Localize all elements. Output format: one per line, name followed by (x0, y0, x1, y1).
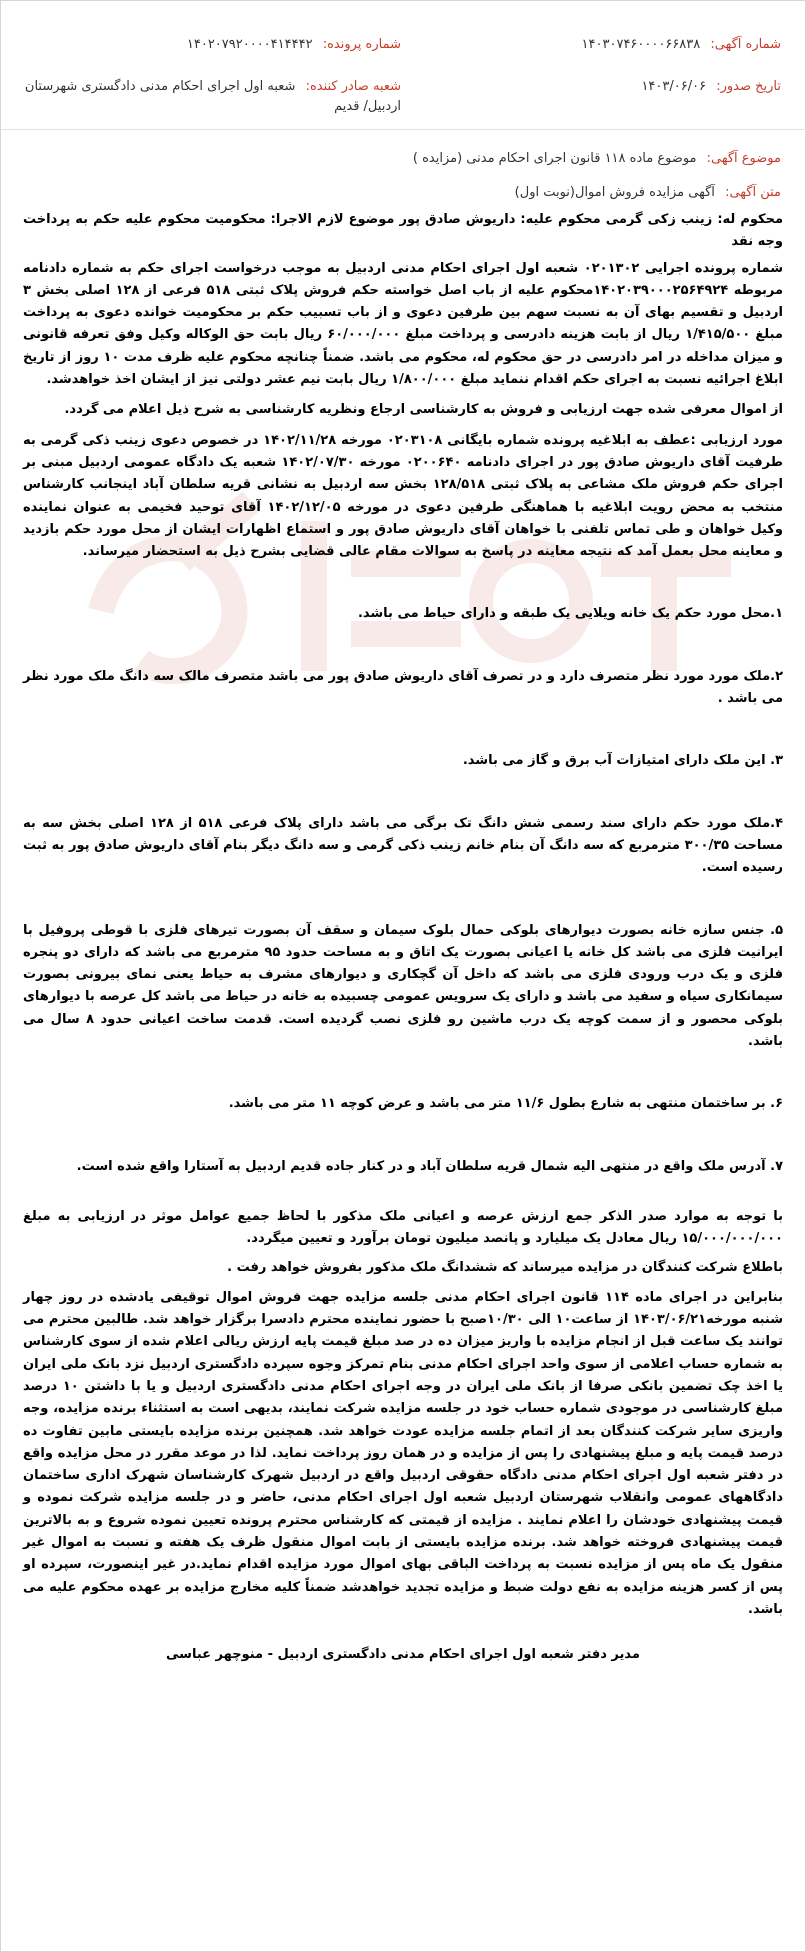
ad-subject (25, 149, 781, 169)
finding-4: ۴.ملک مورد حکم دارای سند رسمی شش دانگ تک برگی می باشد دارای پلاک فرعی ۵۱۸ از ۱۲۸ اصلی بخش سه به مساحت ۳۰۰/۳۵ مترمربع که سه دانگ آن بنام خانم زینب ذکی گرمی و سه دانگ دیگر بنام آقای داریوش صادق پور به ثبت رسیده است. (23, 815, 784, 876)
ad-number-value: ۱۴۰۳۰۷۴۶۰۰۰۰۶۶۸۳۸ (581, 37, 701, 52)
header-divider (1, 129, 805, 130)
issue-date (641, 77, 781, 97)
finding-3: ۳. این ملک دارای امتیازات آب برق و گاز می باشد. (462, 753, 783, 769)
notice-body (23, 209, 783, 1662)
ad-text-value: آگهی مزایده فروش اموال(نوبت اول) (514, 185, 715, 200)
issuer-label: شعبه صادر کننده: (305, 79, 401, 94)
notice-header (25, 35, 781, 125)
appraisal-subject: مورد ارزیابی :عطف به ابلاغیه پرونده شماره بایگانی ۰۲۰۳۱۰۸ مورخه ۱۴۰۲/۱۱/۲۸ در خصوص دعوی زینب ذکی گرمی به طرفیت آقای داریوش صادق پور در اجرای دادنامه ۰۲۰۰۶۴۰ مورخه ۱۴۰۲/۰۷/۳۰ شعبه یک دادگاه عمومی اردبیل مبنی بر اجرای حکم فروش ملک مشاعی به پلاک ثبتی ۱۲۸/۵۱۸ بخش سه اردبیل به نشانی قریه سلطان آباد اینجانب کارشناس منتخب به محض رویت ابلاغیه با هماهنگی طرفین دعوی در مورخه ۱۴۰۲/۱۲/۰۵ آقای توحید فخیمی به عنوان نماینده وکیل خواهان و طی تماس تلفنی با خواهان آقای داریوش صادق پور و استماع اظهارات ایشان از محل مورد حکم بازدید و معاینه محل بعمل آمد که نتیجه معاینه در پاسخ به سوالات مقام عالی قضایی بشرح ذیل به استحضار میرساند. (23, 432, 783, 560)
ad-text-label: متن آگهی: (725, 185, 781, 200)
issue-date-value: ۱۴۰۳/۰۶/۰۶ (641, 79, 707, 94)
issue-date-label: تاریخ صدور: (716, 79, 781, 94)
appraisal-intro: از اموال معرفی شده جهت ارزیابی و فروش به کارشناسی ارجاع ونظریه کارشناسی به شرح ذیل اعلام می گردد. (64, 402, 783, 418)
ad-number (582, 35, 781, 55)
case-number (187, 35, 401, 55)
auction-terms: بنابراین در اجرای ماده ۱۱۴ قانون اجرای احکام مدنی جلسه مزایده جهت فروش اموال توقیفی یادشده در روز چهار شنبه مورخه۱۴۰۳/۰۶/۲۱ از ساعت۱۰ الی ۱۰/۳۰صبح با حضور نماینده محترم دادسرا برگزار خواهد شد. طالبین محترم می توانند یک ساعت قبل از انجام مزایده با واریز میزان ده در صد مبلغ قیمت پایه ارزش ریالی اعلام شده از سوی کارشناس به شماره حساب اعلامی از سوی واحد اجرای احکام مدنی بنام تمرکز وجوه سپرده دادگستری اردبیل نزد بانک ملی ایران یا اخذ چک تضمین بانکی صرفا از بانک ملی ایران در وجه اجرای احکام مدنی دادگستری اردبیل و یا با داشتن ۱۰ درصد مبلغ کارشناسی در موجودی شماره حساب خود در جلسه مزایده شرکت نمایند، بدیهی است به استثناء برنده مزایده، وجه واریزی سایر شرکت کنندگان بعد از اتمام جلسه مزایده عودت خواهد شد. همچنین برنده مزایده بایستی مابین تفاوت ده درصد قیمت پایه و مبلغ پیشنهادی را پس از مزایده و در همان روز پرداخت نماید. لذا در موعد مقرر در محل مزایده واقع در دفتر شعبه اول اجرای احکام مدنی دادگاه حقوقی اردبیل واقع در اردبیل شهرک کارشناسان شهرک اداری ساختمان دادگاههای عمومی وانقلاب شهرستان اردبیل شعبه اول اجرای احکام مدنی، حاضر و در جلسه مزایده شرکت نموده و قیمت پیشنهادی خودشان را اعلام نمایند . مزایده از قیمتی که کارشناس محترم پرونده تعیین نموده شروع و به بالاترین قیمت پیشنهادی فروخته خواهد شد. برنده مزایده بایستی از بابت اموال منقول ظرف یک هفته و نسبت به اموال غیر منقول یک ماه پس از مزایده نسبت به پرداخت الباقی بهای اموال مورد مزایده اقدام نماید.در غیر اینصورت، سپرده او پس از کسر هزینه مزایده به نفع دولت ضبط و مزایده تجدید خواهدشد ضمناً کلیه مخارج مزایده بر عهده محکوم علیه می باشد. (23, 1289, 783, 1617)
finding-5: ۵. جنس سازه خانه بصورت دیوارهای بلوکی حمال بلوک سیمان و سقف آن بصورت تیرهای فلزی با قوطی پروفیل با ایرانیت فلزی می باشد کل خانه یا اعیانی بصورت یک اتاق و به مساحت حدود ۹۵ مترمربع می باشد که دارای دو پنجره فلزی و یک درب ورودی فلزی می باشد که داخل آن گچکاری و دیوارهای مشرف به حیاط یعنی نمای بیرونی بصورت سیمانکاری سیاه و سفید می باشد و دارای یک سرویس عمومی چسبیده به خانه در حیاط می باشد کل عرصه با دیوارهای بلوکی محصور و از سمت کوچه یک درب ماشین رو فلزی نصب گردیده است. قدمت ساخت اعیانی حدود ۸ سال می باشد. (23, 922, 784, 1050)
finding-6: ۶. بر ساختمان منتهی به شارع بطول ۱۱/۶ متر می باشد و عرض کوچه ۱۱ متر می باشد. (228, 1096, 783, 1112)
case-number-label: شماره پرونده: (322, 37, 401, 52)
valuation-paragraph: با توجه به موارد صدر الذکر جمع ارزش عرصه و اعیانی ملک مذکور با لحاظ جمیع عوامل موثر در ارزیابی به مبلغ ۱۵/۰۰۰/۰۰۰/۰۰۰ ریال معادل یک میلیارد و پانصد میلیون تومان برآورد و تعیین میگردد. (23, 1208, 783, 1247)
ad-number-label: شماره آگهی: (710, 37, 781, 52)
ad-text-title (25, 183, 781, 203)
ad-subject-label: موضوع آگهی: (706, 151, 781, 166)
signature: مدیر دفتر شعبه اول اجرای احکام مدنی دادگستری اردبیل - منوچهر عباسی (166, 1647, 640, 1663)
finding-2: ۲.ملک مورد مورد نظر متصرف دارد و در تصرف آقای داریوش صادق پور می باشد متصرف مالک سه دانگ ملک مورد نظر می باشد . (23, 668, 783, 707)
finding-1: ۱.محل مورد حکم یک خانه ویلایی یک طبقه و دارای حیاط می باشد. (357, 606, 783, 622)
issuer (23, 77, 401, 117)
ad-subject-value: موضوع ماده ۱۱۸ قانون اجرای احکام مدنی (مزایده ) (412, 151, 697, 166)
finding-7: ۷. آدرس ملک واقع در منتهی الیه شمال قریه سلطان آباد و در کنار جاده قدیم اردبیل به آستارا واقع شده است. (76, 1158, 783, 1174)
issuer-value: شعبه اول اجرای احکام مدنی دادگستری شهرستان اردبیل/ قدیم (24, 79, 401, 114)
sale-notice: باطلاع شرکت کنندگان در مزایده میرساند که ششدانگ ملک مذکور بفروش خواهد رفت . (227, 1259, 783, 1275)
case-number-value: ۱۴۰۲۰۷۹۲۰۰۰۰۴۱۴۴۴۲ (186, 37, 313, 52)
execution-paragraph: شماره پرونده اجرایی ۰۲۰۱۳۰۲ شعبه اول اجرای احکام مدنی اردبیل به موجب درخواست اجرای حکم به شماره دادنامه مربوطه ۱۴۰۲۰۳۹۰۰۰۲۵۶۴۹۲۴محکوم علیه از باب اصل خواسته حکم فروش پلاک ثبتی ۵۱۸ فرعی از ۱۲۸ اصلی بخش ۳ اردبیل و تقسیم بهای آن به نسبت سهم بین طرفین دعوی و از باب تسبیب حکم بر محکومیت خوانده دعوی به پرداخت مبلغ ۱/۴۱۵/۵۰۰ ریال از بابت هزینه دادرسی و پرداخت مبلغ ۶۰/۰۰۰/۰۰۰ ریال بابت حق الوکاله وکیل وفق تعرفه قانونی و میزان مداخله در امر دادرسی در حق محکوم له، محکوم می باشد. ضمناً چنانچه محکوم علیه ظرف مدت ۱۰ روز از تاریخ ابلاغ اجرائیه نسبت به اجرای حکم اقدام ننماید مبلغ ۱/۸۰۰/۰۰۰ ریال بابت نیم عشر دولتی نیز از ایشان اخذ خواهدشد. (23, 260, 784, 388)
parties-paragraph: محکوم له: زینب زکی گرمی محکوم علیه: داریوش صادق پور موضوع لازم الاجرا: محکومیت محکوم علیه حکم به پرداخت وجه نقد (23, 212, 783, 250)
